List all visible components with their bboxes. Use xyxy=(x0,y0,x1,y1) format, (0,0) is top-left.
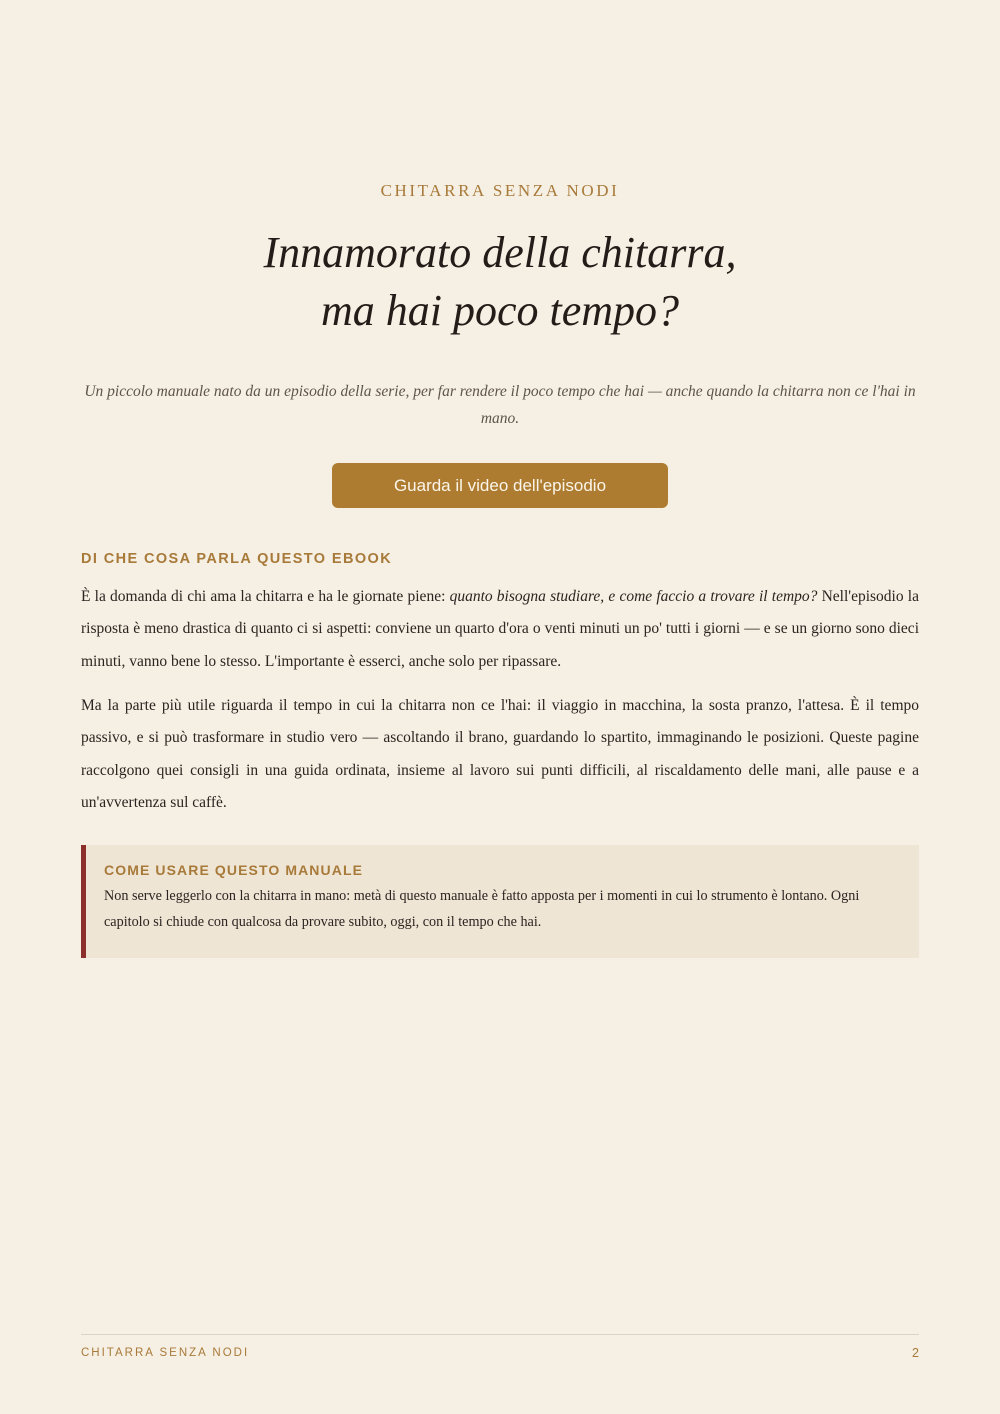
intro-paragraph-start: È la domanda di chi ama la chitarra e ha le giornate piene: xyxy=(81,588,450,605)
intro-paragraph-question: quanto bisogna studiare, e come faccio a trovare il tempo? xyxy=(449,588,818,605)
series-title: CHITARRA SENZA NODI xyxy=(380,181,620,200)
page-subtitle: Un piccolo manuale nato da un episodio della serie, per far rendere il poco tempo che hai — anche quando la chitarra non ce l'hai in mano. xyxy=(84,383,916,427)
second-paragraph: Ma la parte più utile riguarda il tempo in cui la chitarra non ce l'hai: il viaggio in macchina, la sosta pranzo, l'attesa. È il tempo passivo, e si può trasformare in studio vero — ascoltando il brano, guardando lo spartito, immaginando le posizioni. Queste pagine raccolgono quei consigli in una guida ordinata, insieme al lavoro sui punti difficili, al riscaldamento delle mani, alle pause e a un'avvertenza sul caffè. xyxy=(81,697,919,811)
usage-note-text: Non serve leggerlo con la chitarra in mano: metà di questo manuale è fatto apposta per i momenti in cui lo strumento è lontano. Ogni capitolo si chiude con qualcosa da provare subito, oggi, con il tempo che hai. xyxy=(104,888,860,930)
intro-paragraph-end: Nell'episodio la risposta è meno drastica di quanto ci si aspetti: conviene un quarto d'ora o venti minuti un po' tutti i giorni — e se un giorno sono dieci minuti, vanno bene lo stesso. L'importante è esserci, anche solo per ripassare. xyxy=(81,588,919,670)
page-title xyxy=(81,224,919,340)
page-number: 2 xyxy=(912,1346,919,1360)
page-title-line-1: Innamorato della chitarra, xyxy=(263,228,737,277)
usage-note-box xyxy=(81,845,919,958)
usage-note-title: COME USARE QUESTO MANUALE xyxy=(104,862,364,878)
ebook-page xyxy=(81,0,919,1414)
intro-paragraph xyxy=(81,581,919,678)
footer-series-name: CHITARRA SENZA NODI xyxy=(81,1347,250,1359)
watch-episode-button[interactable]: Guarda il video dell'episodio xyxy=(332,463,668,508)
section-heading: DI CHE COSA PARLA QUESTO EBOOK xyxy=(81,551,393,567)
footer-divider xyxy=(81,1334,919,1335)
page-title-line-2: ma hai poco tempo? xyxy=(320,286,680,335)
